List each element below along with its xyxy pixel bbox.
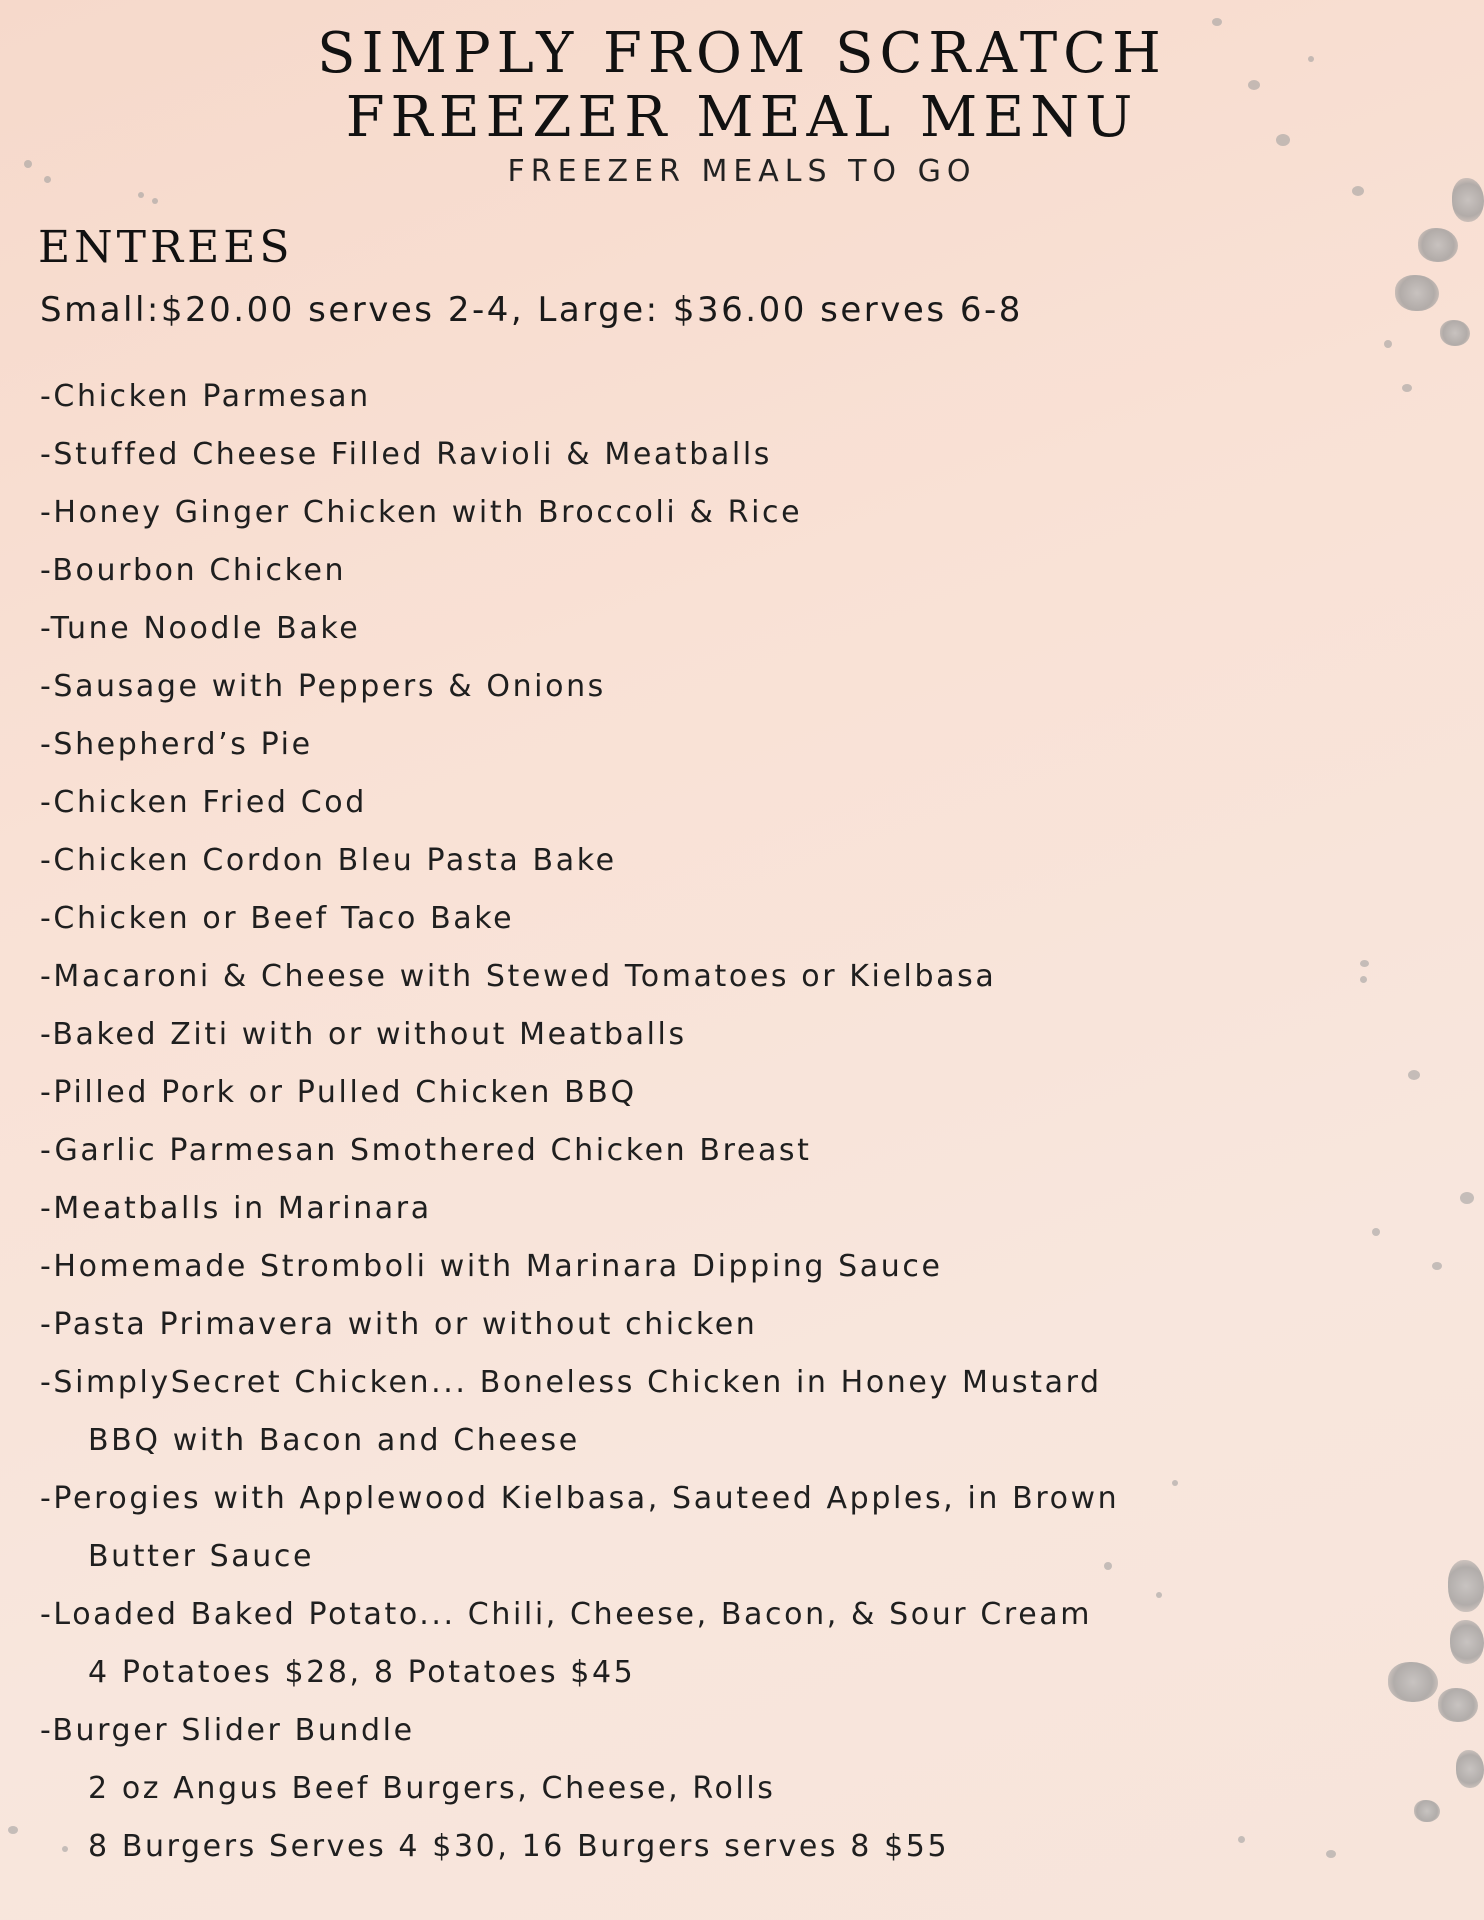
menu-item-detail-text: 8 Burgers Serves 4 $30, 16 Burgers serves 8 $55 — [88, 1829, 950, 1864]
menu-item: -Chicken Cordon Bleu Pasta Bake — [40, 843, 617, 878]
section-title-entrees: ENTREES — [38, 222, 294, 273]
menu-item-detail — [40, 1412, 1119, 1470]
menu-header — [0, 22, 1484, 189]
menu-item: -Meatballs in Marinara — [40, 1191, 432, 1226]
page-title — [0, 22, 1484, 150]
menu-item: -Macaroni & Cheese with Stewed Tomatoes or Kielbasa — [40, 959, 997, 994]
menu-item: -Chicken or Beef Taco Bake — [40, 901, 515, 936]
title-line-2: FREEZER MEAL MENU — [345, 85, 1139, 150]
menu-item: -Honey Ginger Chicken with Broccoli & Rice — [40, 495, 803, 530]
menu-item-detail-text: BBQ with Bacon and Cheese — [88, 1423, 580, 1458]
menu-item: -Homemade Stromboli with Marinara Dipping Sauce — [40, 1249, 943, 1284]
menu-item-detail-text: 4 Potatoes $28, 8 Potatoes $45 — [88, 1655, 636, 1690]
menu-item: -SimplySecret Chicken... Boneless Chicken in Honey Mustard — [40, 1365, 1102, 1400]
menu-item: -Baked Ziti with or without Meatballs — [40, 1017, 687, 1052]
menu-item: -Chicken Fried Cod — [40, 785, 367, 820]
menu-item: -Tune Noodle Bake — [40, 611, 361, 646]
menu-item-detail — [40, 1760, 1119, 1818]
menu-item: -Perogies with Applewood Kielbasa, Sauteed Apples, in Brown — [40, 1481, 1120, 1516]
menu-item: -Pasta Primavera with or without chicken — [40, 1307, 758, 1342]
menu-item: -Burger Slider Bundle — [40, 1713, 415, 1748]
menu-item-detail — [40, 1644, 1119, 1702]
menu-item: -Pilled Pork or Pulled Chicken BBQ — [40, 1075, 637, 1110]
menu-item: -Shepherd’s Pie — [40, 727, 313, 762]
menu-item-detail-text: 2 oz Angus Beef Burgers, Cheese, Rolls — [88, 1771, 776, 1806]
menu-item: -Chicken Parmesan — [40, 379, 371, 414]
menu-item-detail-text: Butter Sauce — [88, 1539, 315, 1574]
pricing-info: Small:$20.00 serves 2-4, Large: $36.00 serves 6-8 — [40, 290, 1023, 330]
menu-item: -Bourbon Chicken — [40, 553, 347, 588]
menu-item: -Sausage with Peppers & Onions — [40, 669, 606, 704]
title-line-1: SIMPLY FROM SCRATCH — [317, 21, 1167, 86]
menu-item: -Stuffed Cheese Filled Ravioli & Meatballs — [40, 437, 772, 472]
menu-item: -Loaded Baked Potato... Chili, Cheese, Bacon, & Sour Cream — [40, 1597, 1093, 1632]
menu-item: -Garlic Parmesan Smothered Chicken Breast — [40, 1133, 812, 1168]
page-subtitle: FREEZER MEALS TO GO — [507, 154, 977, 189]
menu-item-detail — [40, 1818, 1119, 1876]
entree-list — [40, 368, 1119, 1876]
menu-item-detail — [40, 1528, 1119, 1586]
